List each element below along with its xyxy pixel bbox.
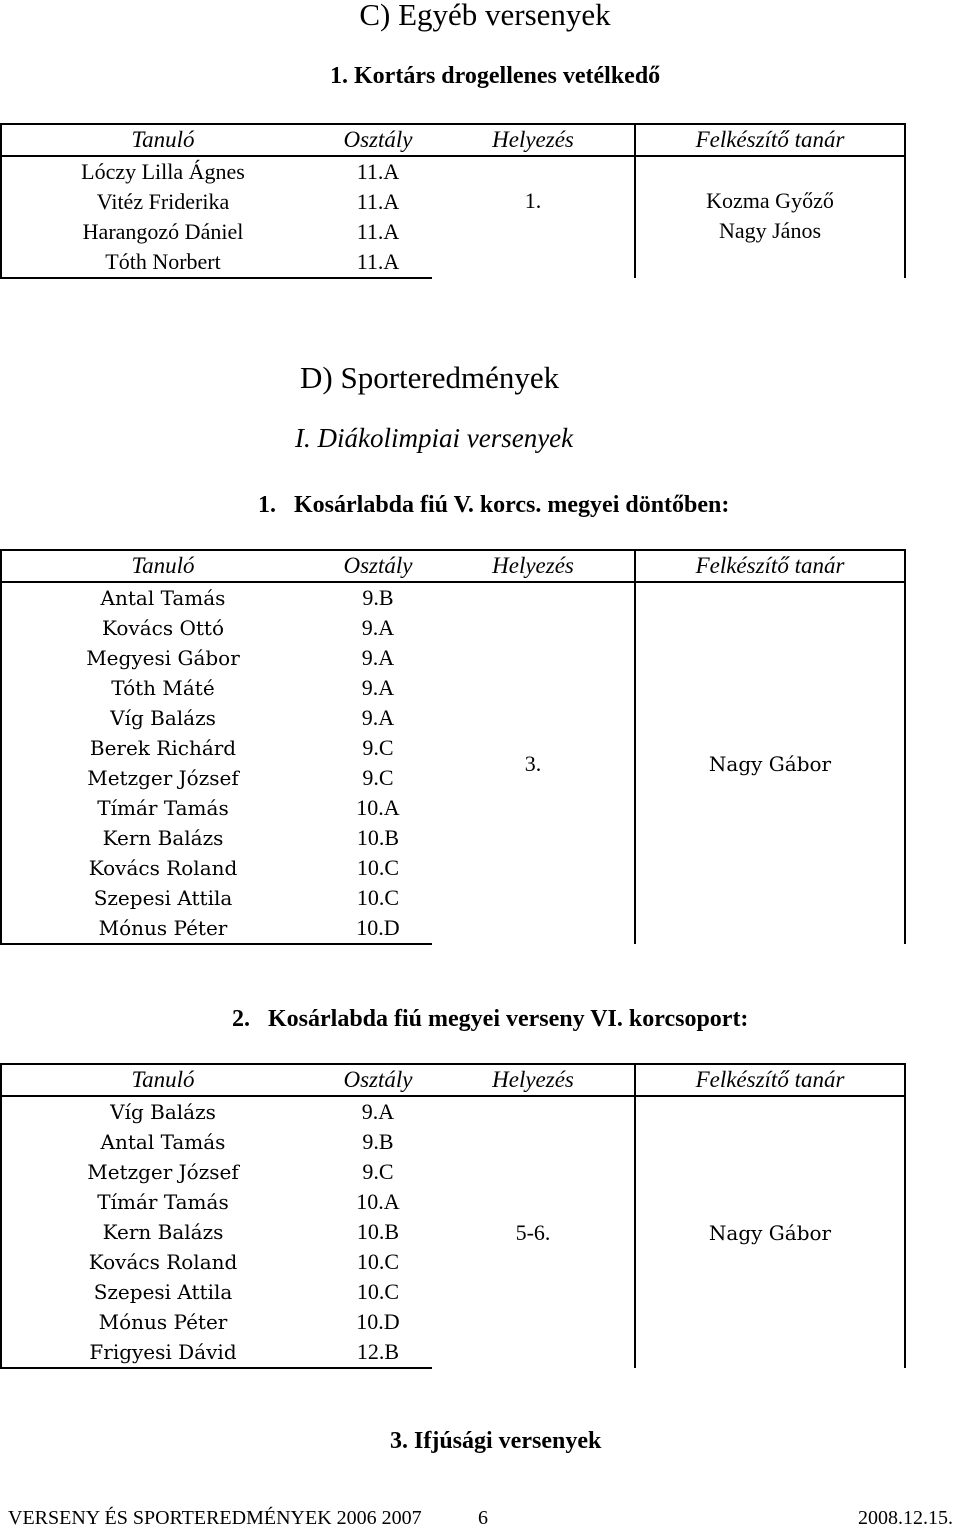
table-drug-contest	[0, 123, 906, 279]
item1-title: 1. Kosárlabda fiú V. korcs. megyei döntőben:	[258, 492, 730, 518]
teacher-2: Nagy János	[718, 218, 822, 243]
header-osztaly: Osztály	[324, 124, 432, 156]
student-name: Antal Tamás	[1, 1127, 324, 1157]
header-tanar: Felkészítő tanár	[635, 124, 905, 156]
student-class: 10.A	[356, 1189, 400, 1214]
student-name: Mónus Péter	[1, 913, 324, 944]
table-basketball-vi	[0, 1063, 906, 1369]
student-class: 10.C	[356, 1279, 400, 1304]
header-tanar: Felkészítő tanár	[635, 1064, 905, 1096]
student-class: 9.A	[361, 645, 395, 670]
header-tanulo: Tanuló	[1, 124, 324, 156]
student-class: 9.C	[362, 765, 394, 790]
student-name: Metzger József	[1, 1157, 324, 1187]
student-class: 9.C	[362, 1159, 394, 1184]
student-name: Antal Tamás	[1, 582, 324, 613]
student-name: Mónus Péter	[1, 1307, 324, 1337]
student-class: 11.A	[356, 159, 400, 184]
header-tanulo: Tanuló	[1, 550, 324, 582]
teacher-1: Kozma Győző	[706, 188, 834, 213]
section-c-title: C) Egyéb versenyek	[359, 0, 611, 32]
student-class: 10.C	[356, 885, 400, 910]
placement: 5-6.	[515, 1219, 551, 1245]
student-name: Lóczy Lilla Ágnes	[1, 156, 324, 187]
student-name: Kern Balázs	[1, 823, 324, 853]
student-class: 10.C	[356, 855, 400, 880]
student-name: Víg Balázs	[1, 1096, 324, 1127]
teacher	[635, 156, 905, 278]
student-name: Berek Richárd	[1, 733, 324, 763]
student-class: 11.A	[356, 189, 400, 214]
placement: 1.	[524, 188, 542, 213]
student-class: 10.C	[356, 1249, 400, 1274]
student-class: 10.D	[324, 913, 432, 944]
student-class: 9.C	[362, 735, 394, 760]
header-helyezes: Helyezés	[432, 550, 635, 582]
student-class: 9.B	[362, 585, 394, 610]
header-osztaly: Osztály	[324, 1064, 432, 1096]
student-name: Megyesi Gábor	[1, 643, 324, 673]
footer-title: VERSENY ÉS SPORTEREDMÉNYEK 2006 2007	[8, 1507, 422, 1529]
student-name: Tóth Máté	[1, 673, 324, 703]
teacher: Nagy Gábor	[635, 582, 905, 944]
student-class: 9.A	[361, 675, 395, 700]
table-row	[1, 156, 905, 187]
item2-title: 2. Kosárlabda fiú megyei verseny VI. korcsoport:	[232, 1006, 749, 1032]
section-c-subtitle: 1. Kortárs drogellenes vetélkedő	[330, 63, 661, 89]
student-class: 9.A	[361, 705, 395, 730]
header-osztaly: Osztály	[324, 550, 432, 582]
student-class: 10.B	[356, 825, 400, 850]
student-name: Vitéz Friderika	[1, 187, 324, 217]
student-name: Víg Balázs	[1, 703, 324, 733]
student-name: Kovács Roland	[1, 853, 324, 883]
student-name: Harangozó Dániel	[1, 217, 324, 247]
student-class: 12.B	[324, 1337, 432, 1368]
student-class: 11.A	[324, 247, 432, 278]
student-name: Szepesi Attila	[1, 1277, 324, 1307]
student-class: 9.A	[361, 615, 395, 640]
item3-title: 3. Ifjúsági versenyek	[390, 1428, 602, 1454]
section-d-title: D) Sporteredmények	[300, 360, 560, 395]
table-row	[1, 582, 905, 613]
student-name: Kern Balázs	[1, 1217, 324, 1247]
section-d-subsection: I. Diákolimpiai versenyek	[295, 423, 574, 453]
header-helyezes: Helyezés	[432, 1064, 635, 1096]
student-name: Tóth Norbert	[1, 247, 324, 278]
footer-page-number: 6	[478, 1507, 488, 1529]
footer-date: 2008.12.15.	[858, 1507, 953, 1529]
student-name: Metzger József	[1, 763, 324, 793]
student-name: Tímár Tamás	[1, 1187, 324, 1217]
student-name: Kovács Ottó	[1, 613, 324, 643]
header-tanar: Felkészítő tanár	[635, 550, 905, 582]
header-tanulo: Tanuló	[1, 1064, 324, 1096]
table-basketball-v	[0, 549, 906, 945]
table-row	[1, 1096, 905, 1127]
placement: 3.	[524, 750, 542, 776]
header-helyezes: Helyezés	[432, 124, 635, 156]
student-class: 10.A	[356, 795, 400, 820]
student-name: Kovács Roland	[1, 1247, 324, 1277]
student-class: 11.A	[356, 219, 400, 244]
student-class: 10.D	[356, 1309, 400, 1334]
student-name: Szepesi Attila	[1, 883, 324, 913]
student-name: Tímár Tamás	[1, 793, 324, 823]
student-class: 9.B	[362, 1129, 394, 1154]
student-name: Frigyesi Dávid	[1, 1337, 324, 1368]
student-class: 10.B	[356, 1219, 400, 1244]
teacher: Nagy Gábor	[635, 1096, 905, 1368]
student-class: 9.A	[361, 1099, 395, 1124]
